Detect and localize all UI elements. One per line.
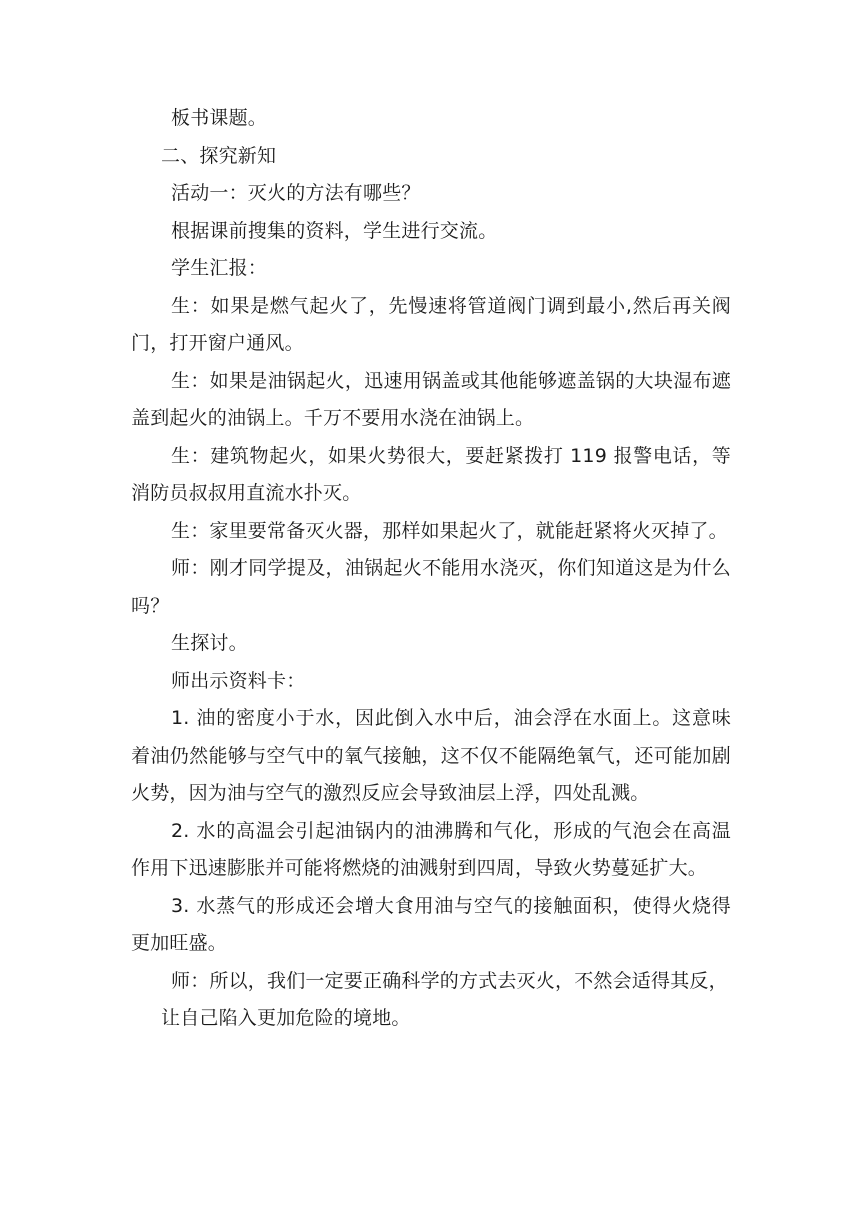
student-answer-oil-pan: 生：如果是油锅起火，迅速用锅盖或其他能够遮盖锅的大块湿布遮盖到起火的油锅上。千万不要用水浇在油锅上。 (131, 369, 731, 429)
info-card-point-2: 2. 水的高温会引起油锅内的油沸腾和气化，形成的气泡会在高温作用下迅速膨胀并可能将燃烧的油溅射到四周，导致火势蔓延扩大。 (131, 819, 731, 879)
section-heading: 二、探究新知 (161, 144, 277, 167)
student-answer-gas: 生：如果是燃气起火了，先慢速将管道阀门调到最小,然后再关阀门，打开窗户通风。 (131, 294, 731, 354)
info-card-point-1: 1. 油的密度小于水，因此倒入水中后，油会浮在水面上。这意味着油仍然能够与空气中的氧气接触，这不仅不能隔绝氧气，还可能加剧火势，因为油与空气的激烈反应会导致油层上浮，四处乱溅。 (131, 707, 731, 804)
teacher-question: 师：刚才同学提及，油锅起火不能用水浇灭，你们知道这是为什么吗？ (131, 557, 731, 617)
teacher-info-card: 师出示资料卡： (171, 669, 306, 692)
document-body (131, 100, 731, 1038)
student-answer-extinguisher: 生：家里要常备灭火器，那样如果起火了，就能赶紧将火灭掉了。 (171, 519, 728, 542)
teacher-conclusion: 师：所以，我们一定要正确科学的方式去灭火，不然会适得其反， (171, 969, 728, 992)
paragraph-report: 学生汇报： (171, 257, 268, 279)
paragraph-exchange: 根据课前搜集的资料，学生进行交流。 (171, 219, 498, 242)
paragraph-board-title: 板书课题。 (171, 107, 268, 129)
student-answer-building: 生：建筑物起火，如果火势很大，要赶紧拨打 119 报警电话，等消防员叔叔用直流水扑灭。 (131, 444, 731, 504)
student-discussion: 生探讨。 (171, 632, 248, 654)
teacher-conclusion-continued: 让自己陷入更加危险的境地。 (161, 1007, 411, 1029)
activity-title: 活动一：灭火的方法有哪些？ (171, 182, 421, 204)
info-card-point-3: 3. 水蒸气的形成还会增大食用油与空气的接触面积，使得火烧得更加旺盛。 (131, 894, 731, 954)
